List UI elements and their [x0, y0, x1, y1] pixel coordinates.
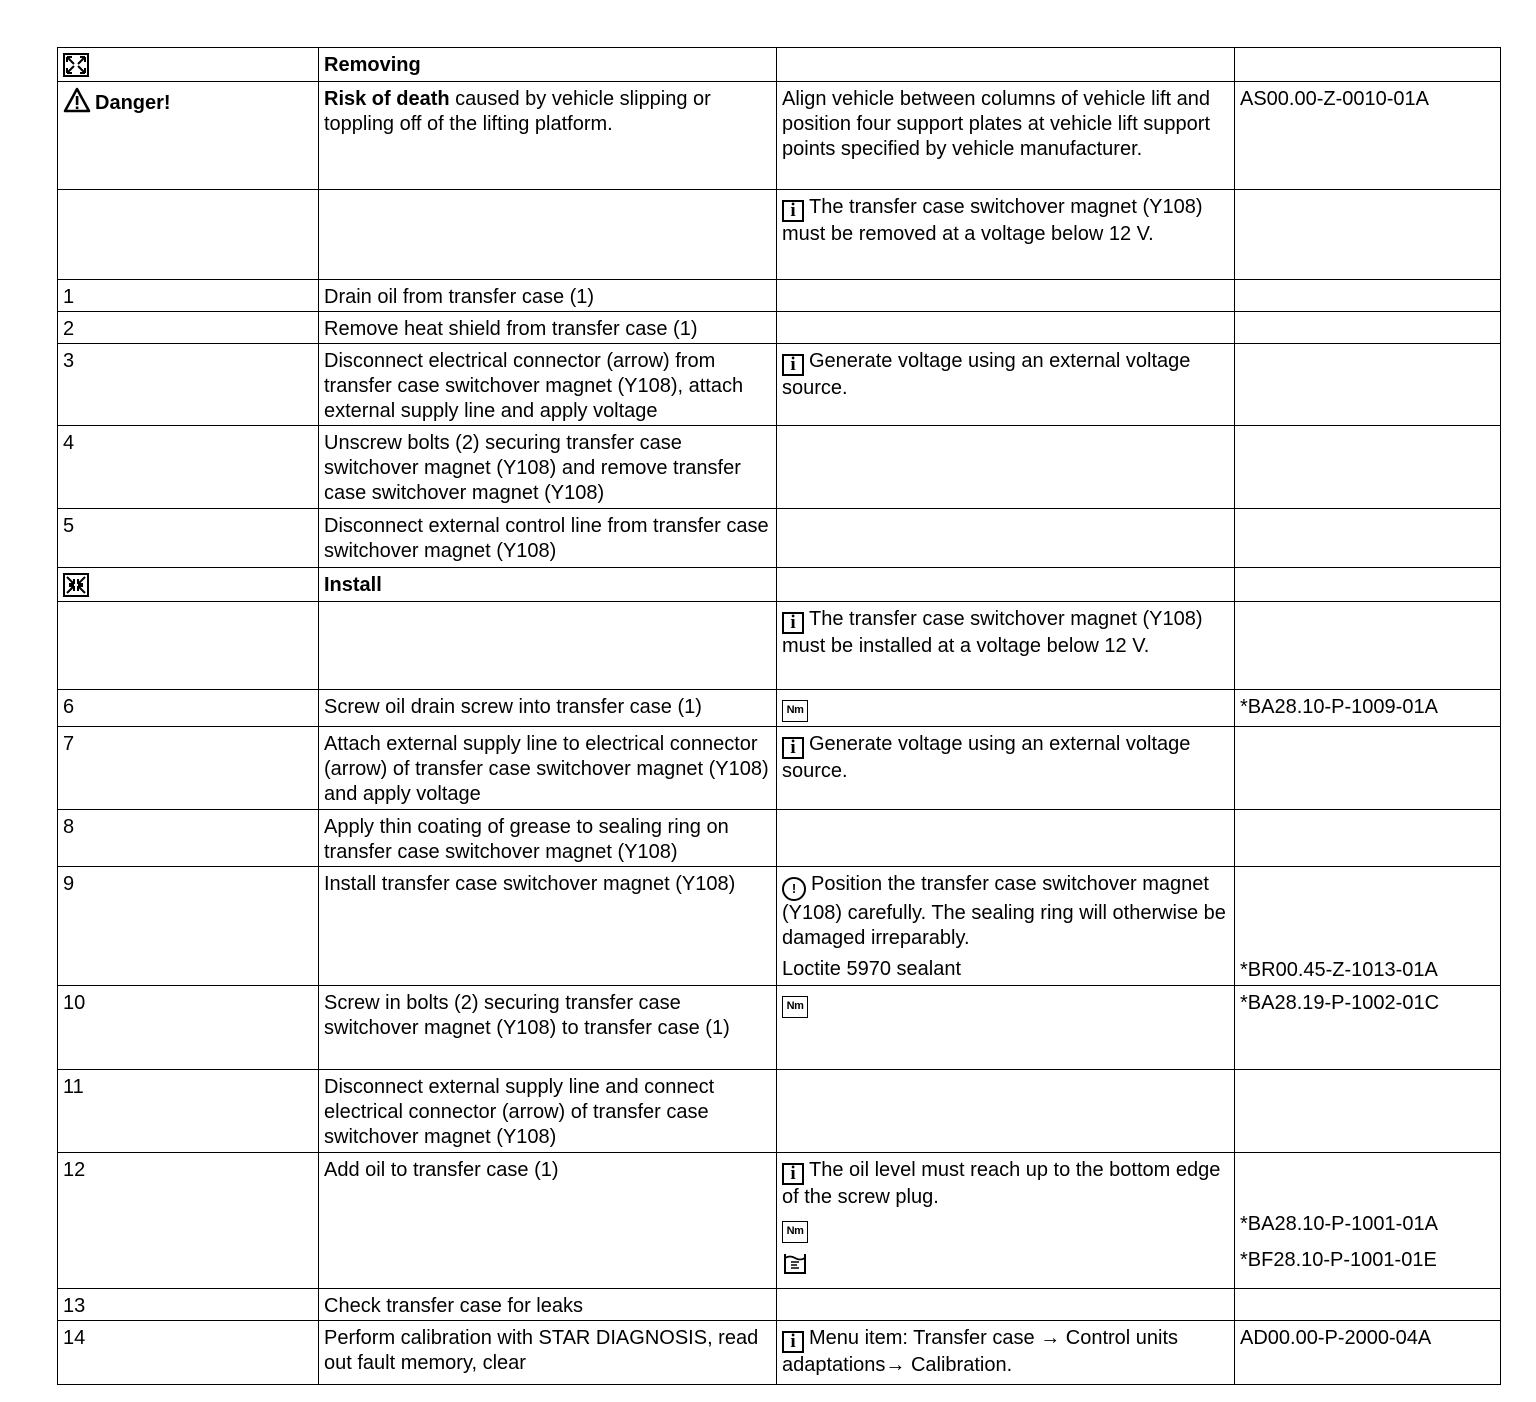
step-text: Screw oil drain screw into transfer case (1)	[319, 690, 777, 727]
step-number: 2	[58, 312, 319, 344]
table-row	[58, 727, 1501, 810]
step-note-secondary: Loctite 5970 sealant	[782, 958, 962, 980]
step-number: 11	[58, 1070, 319, 1153]
info-note: The transfer case switchover magnet (Y108) must be installed at a voltage below 12 V.	[782, 608, 1203, 657]
step-number: 10	[58, 986, 319, 1070]
step-text: Check transfer case for leaks	[319, 1289, 777, 1321]
table-row	[58, 48, 1501, 82]
table-row	[58, 986, 1501, 1070]
expand-arrows-icon	[63, 573, 89, 597]
step-ref: *BR00.45-Z-1013-01A	[1240, 959, 1438, 981]
danger-label: Danger!	[95, 92, 171, 114]
table-row	[58, 1289, 1501, 1321]
table-row	[58, 344, 1501, 426]
step-ref: *BA28.10-P-1001-01A	[1240, 1213, 1438, 1235]
info-note: The transfer case switchover magnet (Y108) must be removed at a voltage below 12 V.	[782, 196, 1203, 245]
step-text: Add oil to transfer case (1)	[319, 1153, 777, 1289]
torque-icon: Nm	[782, 1221, 808, 1243]
procedure-table	[57, 47, 1501, 1385]
step-number: 13	[58, 1289, 319, 1321]
expand-arrows-icon	[63, 53, 89, 77]
table-row	[58, 1321, 1501, 1385]
step-note: Position the transfer case switchover magnet (Y108) carefully. The sealing ring will otherwise be damaged irreparably.	[782, 873, 1226, 949]
table-row	[58, 1070, 1501, 1153]
table-row	[58, 690, 1501, 727]
step-note: Menu item: Transfer case → Control units adaptations→ Calibration.	[782, 1327, 1179, 1376]
step-text: Unscrew bolts (2) securing transfer case switchover magnet (Y108) and remove transfer case switchover magnet (Y108)	[319, 426, 777, 509]
table-row	[58, 602, 1501, 690]
step-ref: *BF28.10-P-1001-01E	[1240, 1249, 1437, 1271]
step-note: Generate voltage using an external voltage source.	[782, 350, 1191, 399]
warning-triangle-icon	[63, 87, 91, 113]
note-icon: !	[782, 877, 806, 901]
step-text: Disconnect electrical connector (arrow) from transfer case switchover magnet (Y108), attach external supply line and apply voltage	[319, 344, 777, 426]
step-number: 9	[58, 867, 319, 986]
step-text: Apply thin coating of grease to sealing ring on transfer case switchover magnet (Y108)	[319, 810, 777, 867]
danger-note: Align vehicle between columns of vehicle lift and position four support plates at vehicle lift support points specified by vehicle manufacturer.	[777, 82, 1235, 190]
info-icon: i	[782, 1163, 804, 1185]
step-note: Generate voltage using an external voltage source.	[782, 733, 1191, 782]
step-text: Disconnect external supply line and connect electrical connector (arrow) of transfer case switchover magnet (Y108)	[319, 1070, 777, 1153]
table-row	[58, 509, 1501, 568]
step-number: 4	[58, 426, 319, 509]
info-icon: i	[782, 354, 804, 376]
step-text: Perform calibration with STAR DIAGNOSIS, read out fault memory, clear	[319, 1321, 777, 1385]
danger-text: caused by vehicle slipping or toppling off of the lifting platform.	[324, 88, 711, 135]
step-number: 14	[58, 1321, 319, 1385]
danger-ref: AS00.00-Z-0010-01A	[1235, 82, 1501, 190]
info-icon: i	[782, 737, 804, 759]
table-row	[58, 1153, 1501, 1289]
step-number: 3	[58, 344, 319, 426]
step-text: Disconnect external control line from transfer case switchover magnet (Y108)	[319, 509, 777, 568]
step-text: Screw in bolts (2) securing transfer case switchover magnet (Y108) to transfer case (1)	[319, 986, 777, 1070]
step-number: 8	[58, 810, 319, 867]
step-number: 12	[58, 1153, 319, 1289]
fluid-capacity-icon	[782, 1251, 808, 1275]
step-ref: *BA28.10-P-1009-01A	[1235, 690, 1501, 727]
table-row	[58, 568, 1501, 602]
table-row	[58, 312, 1501, 344]
step-text: Attach external supply line to electrical connector (arrow) of transfer case switchover magnet (Y108) and apply voltage	[319, 727, 777, 810]
info-icon: i	[782, 612, 804, 634]
step-number: 5	[58, 509, 319, 568]
step-number: 7	[58, 727, 319, 810]
step-text: Remove heat shield from transfer case (1)	[319, 312, 777, 344]
step-ref: *BA28.19-P-1002-01C	[1235, 986, 1501, 1070]
step-text: Drain oil from transfer case (1)	[319, 280, 777, 312]
step-ref: AD00.00-P-2000-04A	[1235, 1321, 1501, 1385]
table-row	[58, 280, 1501, 312]
step-note: The oil level must reach up to the bottom edge of the screw plug.	[782, 1159, 1221, 1208]
section-title-removing: Removing	[319, 48, 777, 82]
table-row	[58, 82, 1501, 190]
step-number: 1	[58, 280, 319, 312]
torque-icon: Nm	[782, 996, 808, 1018]
table-row	[58, 810, 1501, 867]
section-title-install: Install	[319, 568, 777, 602]
table-row	[58, 426, 1501, 509]
table-row	[58, 190, 1501, 280]
step-text: Install transfer case switchover magnet (Y108)	[319, 867, 777, 986]
danger-bold: Risk of death	[324, 88, 450, 110]
table-row	[58, 867, 1501, 986]
step-number: 6	[58, 690, 319, 727]
info-icon: i	[782, 200, 804, 222]
info-icon: i	[782, 1331, 804, 1353]
torque-icon: Nm	[782, 700, 808, 722]
